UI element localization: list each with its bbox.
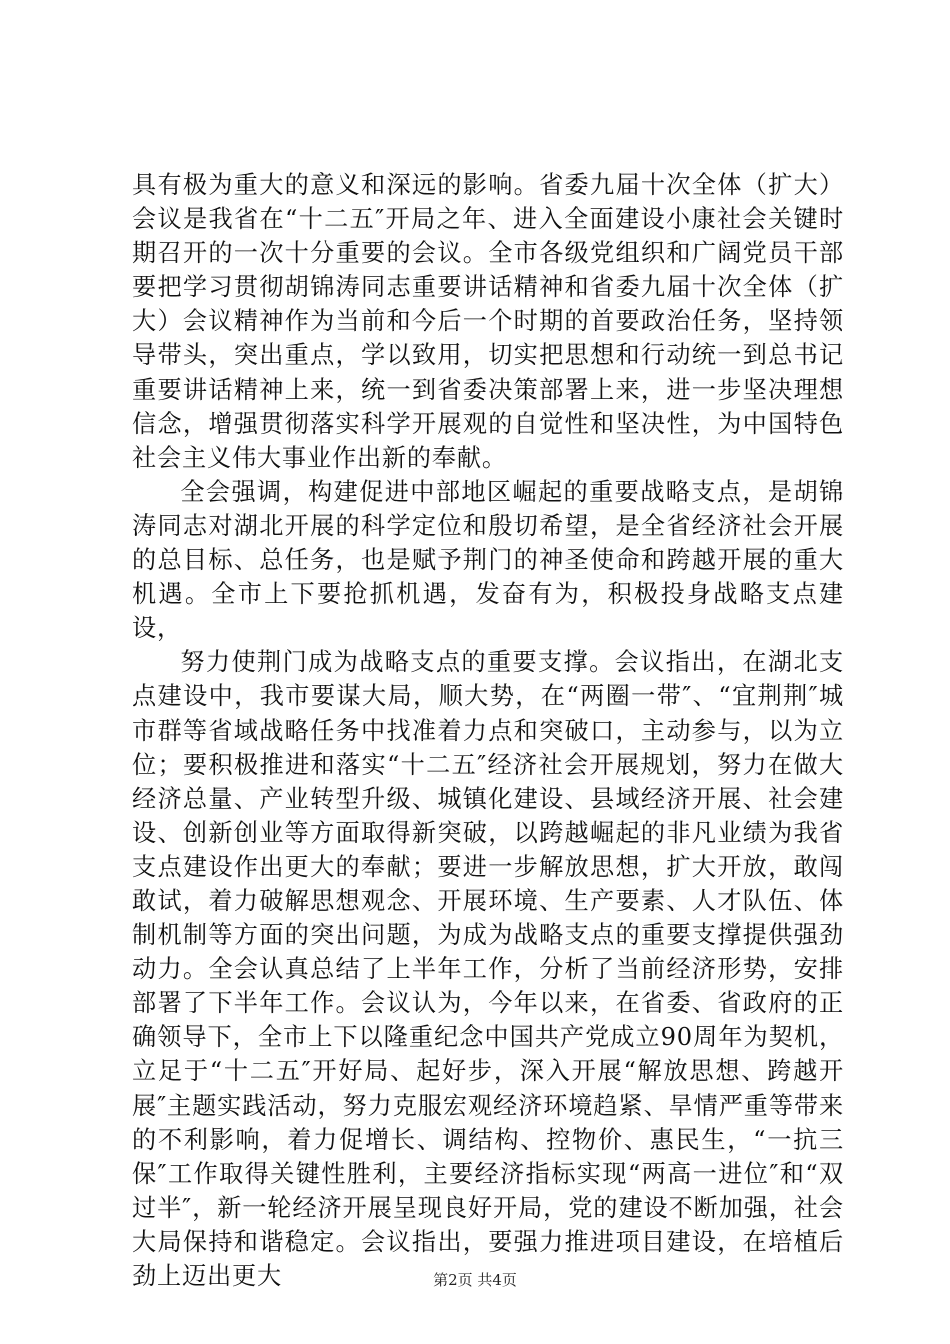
paragraph-1: 具有极为重大的意义和深远的影响。省委九届十次全体（扩大）会议是我省在“十二五″开局之年、进入全面建设小康社会关键时期召开的一次十分重要的会议。全市各级党组织和广阔党员干部要把学习贯彻胡锦涛同志重要讲话精神和省委九届十次全体（扩大）会议精神作为当前和今后一个时期的首要政治任务，坚持领导带头，突出重点，学以致用，切实把思想和行动统一到总书记重要讲话精神上来，统一到省委决策部署上来，进一步坚决理想信念，增强贯彻落实科学开展观的自觉性和坚决性，为中国特色社会主义伟大事业作出新的奉献。 xyxy=(132,171,844,472)
page-number-label: 第2页 共4页 xyxy=(433,1271,517,1289)
document-body xyxy=(132,168,844,1293)
paragraph-3: 努力使荆门成为战略支点的重要支撑。会议指出，在湖北支点建设中，我市要谋大局，顺大势，在“两圈一带″、“宜荆荆″城市群等省域战略任务中找准着力点和突破口，主动参与，以为立位；要积极推进和落实“十二五″经济社会开展规划，努力在做大经济总量、产业转型升级、城镇化建设、县域经济开展、社会建设、创新创业等方面取得新突破，以跨越崛起的非凡业绩为我省支点建设作出更大的奉献；要进一步解放思想，扩大开放，敢闯敢试，着力破解思想观念、开展环境、生产要素、人才队伍、体制机制等方面的突出问题，为成为战略支点的重要支撑提供强劲动力。全会认真总结了上半年工作，分析了当前经济形势，安排部署了下半年工作。会议认为，今年以来，在省委、省政府的正确领导下，全市上下以隆重纪念中国共产党成立90周年为契机，立足于“十二五″开好局、起好步，深入开展“解放思想、跨越开展″主题实践活动，努力克服宏观经济环境趋紧、旱情严重等带来的不利影响，着力促增长、调结构、控物价、惠民生，“一抗三保″工作取得关键性胜利，主要经济指标实现“两高一进位″和“双过半″，新一轮经济开展呈现良好开局，党的建设不断加强，社会大局保持和谐稳定。会议指出，要强力推进项目建设，在培植后劲上迈出更大 xyxy=(132,648,844,1290)
page-footer xyxy=(0,1270,950,1290)
paragraph-2: 全会强调，构建促进中部地区崛起的重要战略支点，是胡锦涛同志对湖北开展的科学定位和殷切希望，是全省经济社会开展的总目标、总任务，也是赋予荆门的神圣使命和跨越开展的重大机遇。全市上下要抢抓机遇，发奋有为，积极投身战略支点建设， xyxy=(132,477,844,643)
